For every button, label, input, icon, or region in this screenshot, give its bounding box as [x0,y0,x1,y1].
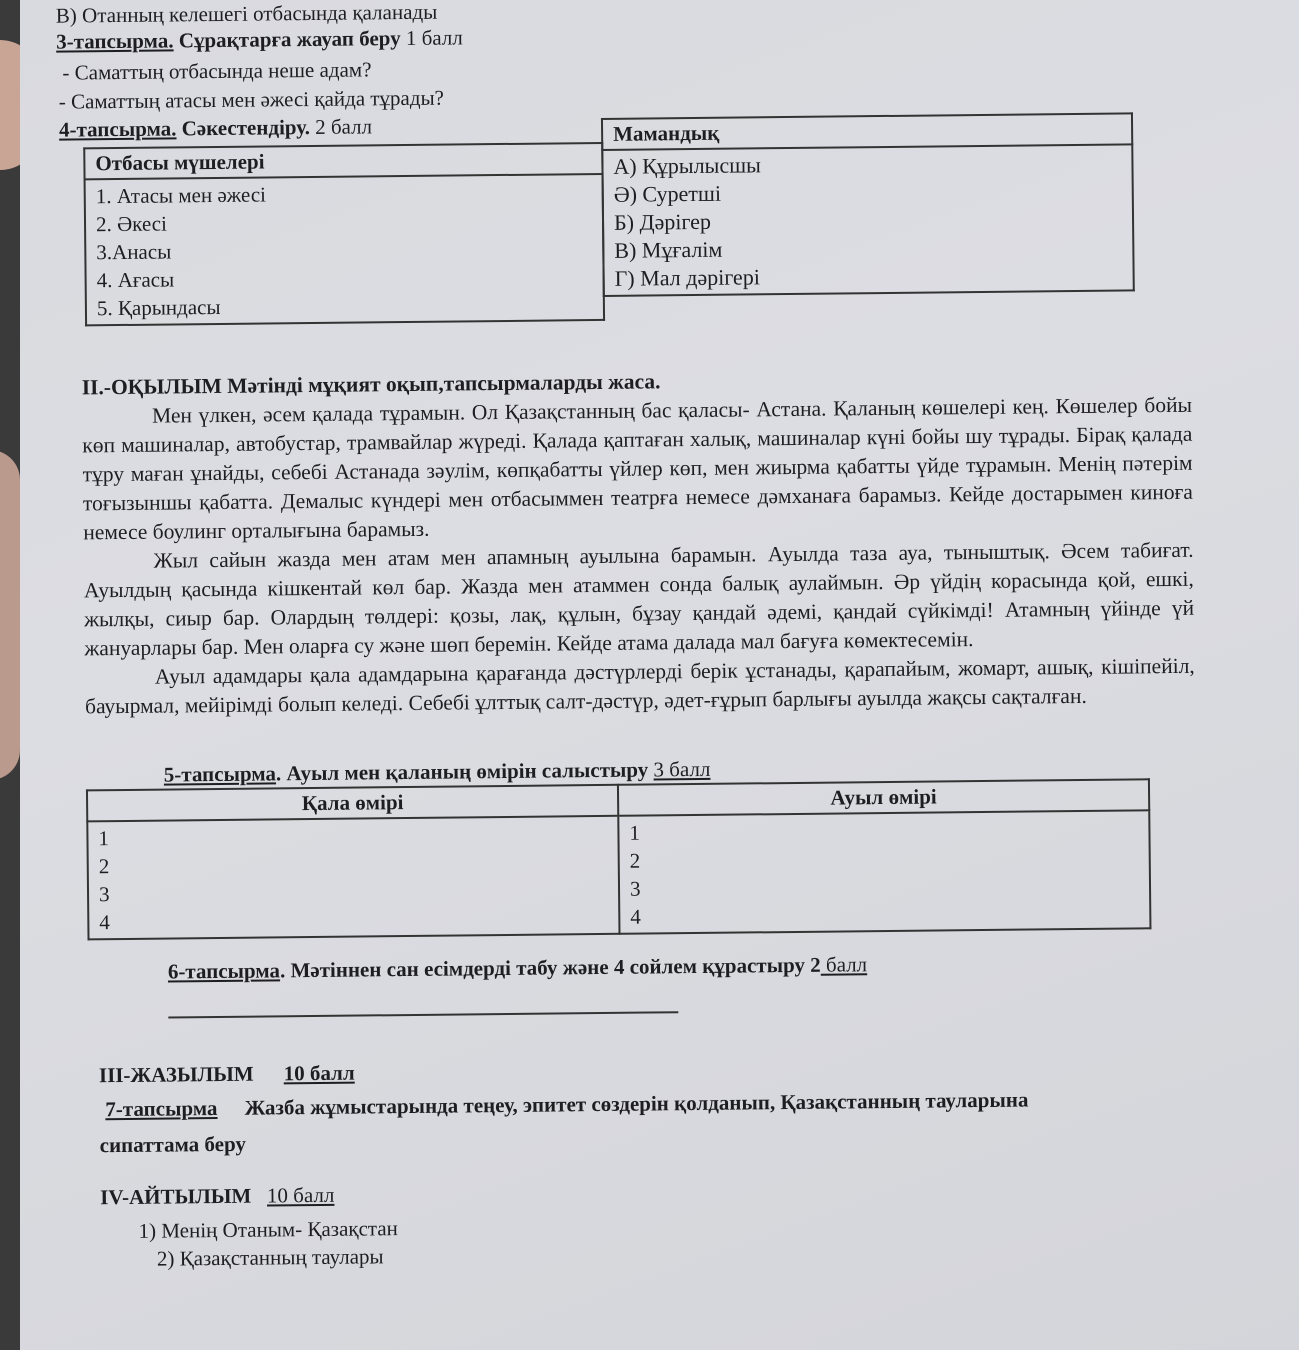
task4-subtitle: Сәкестендіру. [181,115,311,141]
writing-title: III-ЖАЗЫЛЫМ [98,1061,254,1088]
row-number: 3 [98,882,110,907]
task6-title: 6-тапсырма [167,958,281,984]
question: - Саматтың атасы мен әжесі қайда тұрады? [58,85,445,114]
answer-option-v: В) Отанның келешегі отбасында қаланады [55,0,438,28]
table-cell [618,810,1150,934]
list-item: 3.Анасы [96,239,172,265]
comparison-table [86,778,1152,940]
row-number: 2 [629,848,641,873]
task7-title: 7-тапсырма [105,1096,218,1122]
task7-text: сипаттама беру [99,1131,247,1158]
family-members-table [83,142,605,326]
speaking-heading [100,1183,334,1210]
row-number: 1 [98,826,110,851]
row-number: 1 [629,820,641,845]
paragraph: Ауыл адамдары қала адамдарына қарағанда дәстүрлерді берік ұстанады, қарапайым, жомарт, ашық, кішіпейіл, бауырмал, мейірімді болып келеді. Себебі ұлттық салт-дәстүр, әдет-ғұрып барлығы ауылда жақсы сақталған. [84,653,1195,719]
task3-subtitle: Сұрақтарға жауап беру [178,26,401,53]
list-item: 4. Ағасы [96,267,175,293]
table-cell [87,816,619,940]
task6-points: балл [820,952,868,977]
task5-subtitle: . Ауыл мен қаланың өмірін салыстыру [275,757,649,786]
table-header: Отбасы мүшелері [84,143,602,179]
paragraph: Мен үлкен, әсем қалада тұрамын. Ол Қазақстанның бас қаласы- Астана. Қаланың көшелері кең. Көшелер бойы көп машиналар, автобустар, трамвайлар жүреді. Қалада қаптаған халық, машиналар күні бойы шу тұрады. Бірақ қалада тұру маған ұнайды, себебі Астанада зәулім, көпқабатты үйлер көп, мен жиырма қабатты үйде тұрамын. Менің пәтерім тоғызыншы қабатта. Демалыс күндері мен отбасыммен театрға немесе дәмханаға барамыз. Кейде достарымен киноға немесе боулинг орталығына барамыз. [82,392,1194,545]
task3-title: 3-тапсырма. [55,28,174,54]
list-item: А) Құрылысшы [613,152,762,179]
speaking-topic: 1) Менің Отаным- Қазақстан [138,1216,398,1243]
writing-heading [99,1061,355,1089]
task6-heading [168,952,867,984]
speaking-title: IV-АЙТЫЛЫМ [100,1183,252,1210]
row-number: 4 [630,904,641,929]
speaking-topic: 2) Қазақстанның таулары [156,1244,384,1271]
task5-points: 3 балл [653,756,711,782]
task7-text: Жазба жұмыстарында теңеу, эпитет сөздерін қолданып, Қазақстанның тауларына [244,1087,1029,1120]
task4-title: 4-тапсырма. [58,116,177,142]
list-item: В) Мұғалім [614,236,723,263]
row-number: 2 [98,854,110,879]
task5-title: 5-тапсырма [163,761,277,787]
list-item: 1. Атасы мен әжесі [95,182,267,209]
table-header: Мамандық [602,113,1132,150]
list-item: 2. Әкесі [95,211,168,237]
professions-table [601,112,1135,297]
task6-subtitle: . Мәтіннен сан есімдерді табу және 4 сойлем құрастыру 2 [279,952,821,983]
task4-heading [59,114,372,142]
list-item: 5. Қарындасы [96,294,221,321]
list-item: Б) Дәрігер [613,208,712,235]
task7-heading [105,1088,1028,1123]
question: - Саматтың отбасында неше адам? [62,57,372,85]
row-number: 3 [629,876,641,901]
list-item: Г) Мал дәрігері [614,264,760,291]
table-cell [602,144,1133,296]
list-item: Ә) Суретші [613,180,722,207]
writing-points: 10 балл [283,1060,355,1086]
task3-points: 1 балл [405,25,463,51]
speaking-points: 10 балл [266,1182,335,1208]
answer-line [168,1011,678,1018]
table-header: Ауыл өмірі [618,779,1149,816]
reading-section [82,362,1196,722]
paragraph: Жыл сайын жазда мен атам мен апамның ауылына барамын. Ауылда таза ауа, тыныштық. Әсем табиғат. Ауылдың қасында кішкентай көл бар. Жазда мен атаммен сонда балық аулаймын. Әр үйдің корасында қой, ешкі, жылқы, сиыр бар. Олардың төлдері: қозы, лақ, құлын, бұзау қандай әдемі, қандай сүйкімді! Атамның үйінде үй жануарлары бар. Мен оларға су және шөп беремін. Кейде атама далада мал бағуға көмектесемін. [83,537,1195,661]
table-header: Қала өмірі [87,785,618,822]
reading-heading: II.-ОҚЫЛЫМ Мәтінді мұқият оқып,тапсырмаларды жаса. [81,369,661,400]
table-cell [85,174,605,325]
task4-points: 2 балл [315,114,373,139]
task3-heading [56,25,463,54]
row-number: 4 [99,910,110,935]
